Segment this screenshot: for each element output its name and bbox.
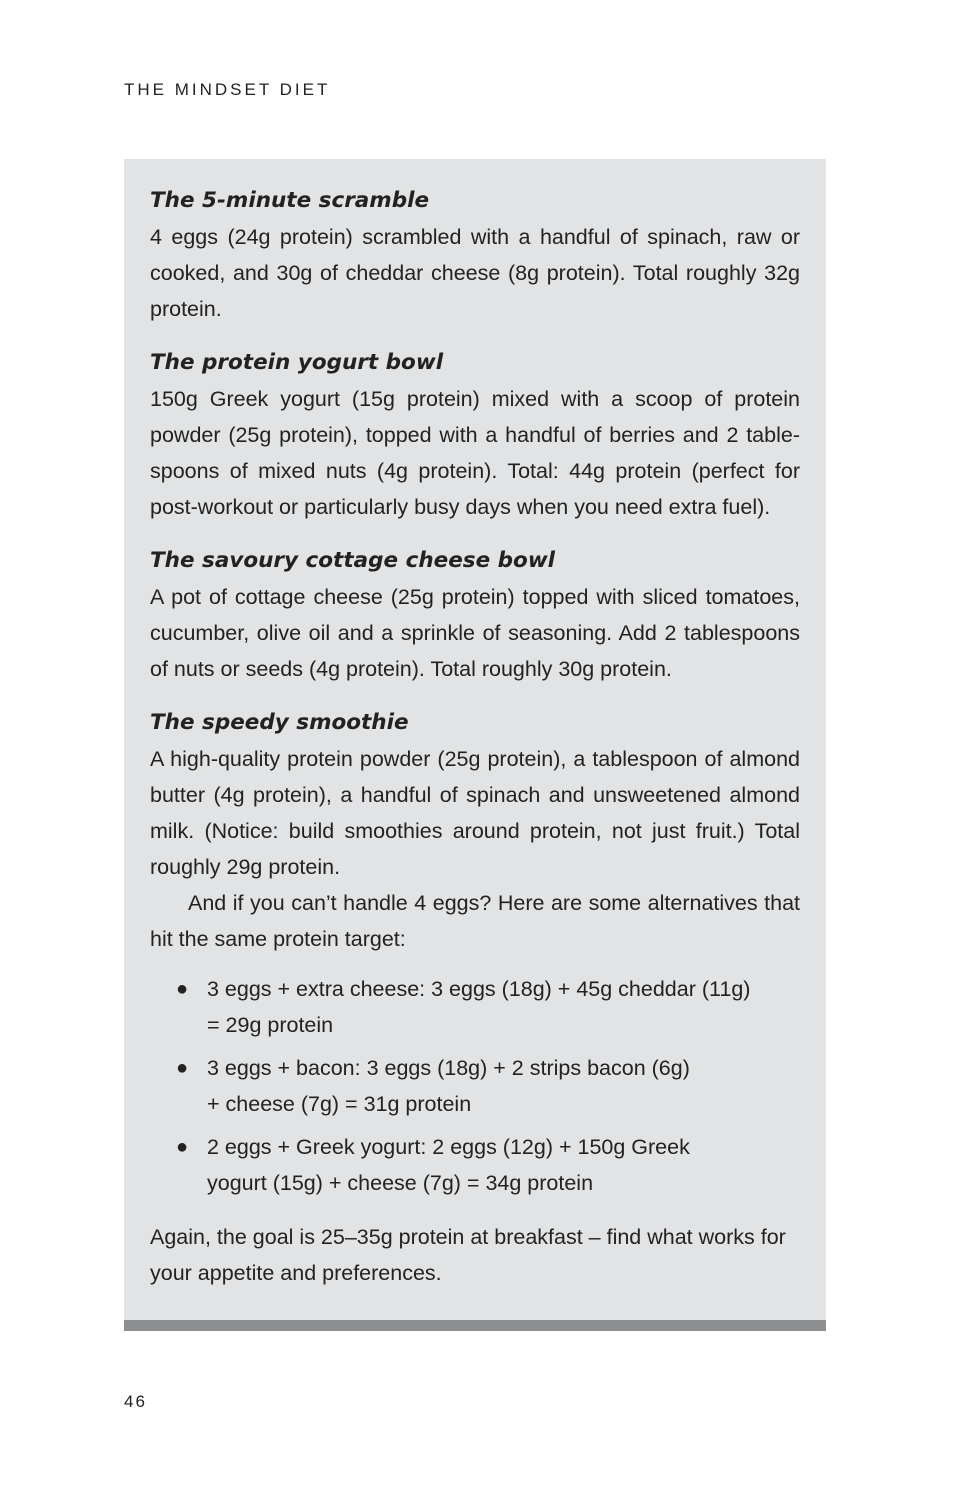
alternative-line: yogurt (15g) + cheese (7g) = 34g protein xyxy=(207,1171,594,1195)
recipe-title: The protein yogurt bowl xyxy=(150,350,444,375)
bullet-icon: ● xyxy=(176,1057,189,1079)
alternative-line: 3 eggs + bacon: 3 eggs (18g) + 2 strips bacon (6g) xyxy=(207,1056,690,1080)
recipe-title: The 5-minute scramble xyxy=(150,188,430,213)
list-item xyxy=(150,1129,800,1201)
recipe-body: 4 eggs (24g protein) scrambled with a handful of spinach, raw or cooked, and 30g of cheddar cheese (8g protein). Total roughly 32g protein. xyxy=(150,225,800,321)
recipe-block-cottage-cheese xyxy=(150,543,800,687)
recipe-body: A high-quality protein powder (25g protein), a tablespoon of almond butter (4g protein), a handful of spinach and unsweetened almond milk. (Notice: build smoothies around protein, not just fruit.) Total roughly 29g protein. xyxy=(150,747,800,879)
recipe-block-scramble xyxy=(150,183,800,327)
alternative-line: = 29g protein xyxy=(207,1013,334,1037)
alternative-line: + cheese (7g) = 31g protein xyxy=(207,1092,472,1116)
list-item xyxy=(150,971,800,1043)
alternative-line: 3 eggs + extra cheese: 3 eggs (18g) + 45g cheddar (11g) xyxy=(207,977,751,1001)
bullet-icon: ● xyxy=(176,978,189,1000)
recipe-title: The savoury cottage cheese bowl xyxy=(150,548,556,573)
alternatives-intro: And if you can’t handle 4 eggs? Here are some alternatives that hit the same protein target: xyxy=(150,891,800,951)
list-item xyxy=(150,1050,800,1122)
recipe-sidebar-box xyxy=(124,159,826,1331)
recipe-title: The speedy smoothie xyxy=(150,710,409,735)
recipe-body: 150g Greek yogurt (15g protein) mixed with a scoop of protein powder (25g protein), topped with a handful of berries and 2 tablespoons of mixed nuts (4g protein). Total: 44g protein (perfect for post-workout or particularly busy days when you need extra fuel). xyxy=(150,387,800,519)
alternatives-list xyxy=(150,971,800,1201)
recipe-body: A pot of cottage cheese (25g protein) topped with sliced tomatoes, cucumber, olive oil and a sprinkle of seasoning. Add 2 tablespoons of nuts or seeds (4g protein). Total roughly 30g protein. xyxy=(150,585,800,681)
alternative-line: 2 eggs + Greek yogurt: 2 eggs (12g) + 150g Greek xyxy=(207,1135,690,1159)
bullet-icon: ● xyxy=(176,1136,189,1158)
running-head: THE MINDSET DIET xyxy=(124,80,331,99)
recipe-block-smoothie xyxy=(150,705,800,957)
sidebar-bottom-rule xyxy=(124,1320,826,1331)
recipe-block-yogurt-bowl xyxy=(150,345,800,525)
page-number: 46 xyxy=(124,1392,147,1411)
closing-paragraph: Again, the goal is 25–35g protein at breakfast – find what works for your appetite and preferences. xyxy=(150,1225,786,1285)
